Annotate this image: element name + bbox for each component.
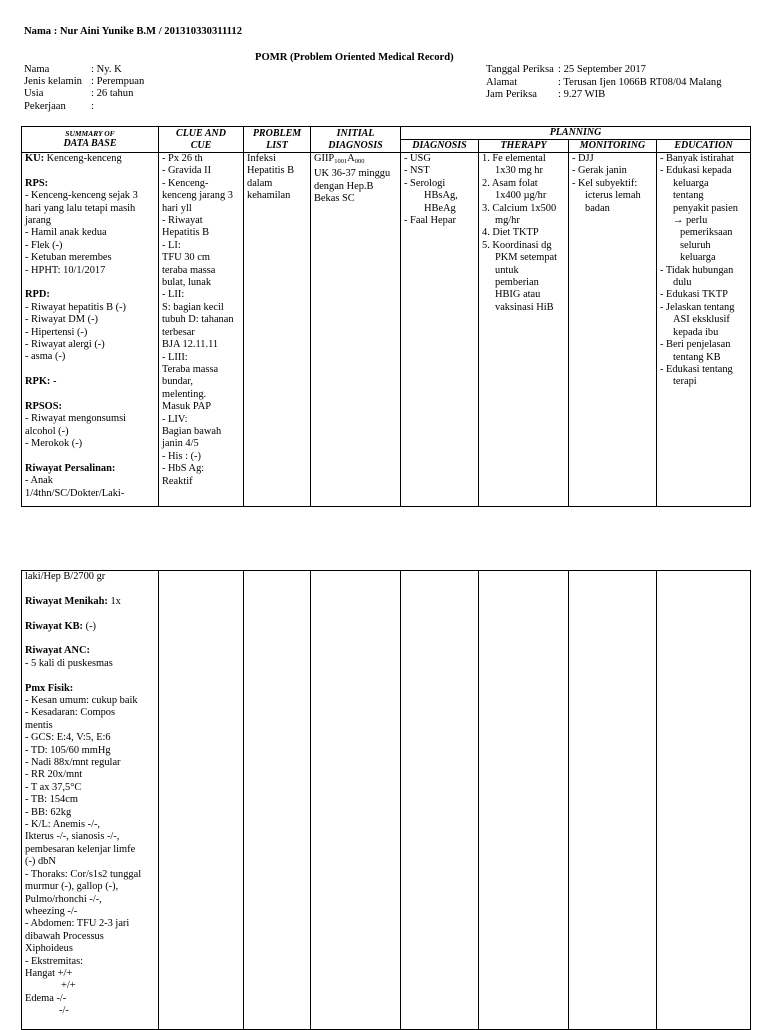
education-line: dulu <box>673 277 692 289</box>
education-line: - Edukasi TKTP <box>660 289 728 301</box>
ku-value: Kenceng-kenceng <box>44 153 122 164</box>
clue-line: teraba massa <box>162 264 216 276</box>
header-problem-list <box>244 127 311 153</box>
header-summary-database <box>22 127 159 153</box>
pekerjaan-value: : <box>91 101 94 112</box>
pmx-line: - Kesan umum: cukup baik <box>25 695 138 706</box>
diagnosis-line: HBsAg, <box>424 190 458 202</box>
menikah-value: 1x <box>107 595 121 607</box>
rps-line: - HPHT: 10/1/2017 <box>25 264 106 276</box>
header-clue-line1: CLUE AND <box>176 128 226 139</box>
pmx-line: wheezing -/- <box>25 905 78 917</box>
author-line: Nama : Nur Aini Yunike B.M / 201310330311112 <box>24 26 242 37</box>
document-title: POMR (Problem Oriented Medical Record) <box>255 52 454 63</box>
therapy-cell-page2 <box>479 571 569 1030</box>
therapy-line: 5. Koordinasi dg <box>482 239 552 251</box>
jam-value: : 9.27 WIB <box>558 89 606 100</box>
education-line: tentang KB <box>673 351 721 363</box>
problem-list-cell-page2 <box>244 571 311 1030</box>
rps-line: hari yang lalu tetapi masih <box>25 202 136 214</box>
rpd-line: - asma (-) <box>25 351 66 363</box>
rpsos-line: alcohol (-) <box>25 425 69 437</box>
diagnosis-line: - Serologi <box>404 177 446 189</box>
therapy-line: HBIG atau <box>495 289 541 301</box>
clue-line: Bagian bawah <box>162 425 222 437</box>
header-summary-top: SUMMARY OF <box>65 129 115 139</box>
pmx-line: - BB: 62kg <box>25 806 72 818</box>
education-line: keluarga <box>680 252 716 264</box>
header-therapy: THERAPY <box>479 140 569 153</box>
monitoring-line: - DJJ <box>572 153 594 164</box>
clue-line: Hepatitis B <box>162 227 210 239</box>
clue-line: tubuh D: tahanan <box>162 314 234 326</box>
pmx-line: -/- <box>59 1005 69 1017</box>
header-monitoring: MONITORING <box>569 140 657 153</box>
initial-line: Bekas SC <box>314 193 355 205</box>
kb-value: (-) <box>83 620 96 632</box>
clue-line: bundar, <box>162 376 194 388</box>
education-line: → perlu <box>673 215 708 227</box>
pomr-table-page2 <box>21 570 751 1030</box>
clue-cue-cell-page2 <box>159 571 244 1030</box>
rps-line: - Hamil anak kedua <box>25 227 107 239</box>
monitoring-line: badan <box>585 202 610 214</box>
therapy-line: 3. Calcium 1x500 <box>482 202 557 214</box>
clue-line: BJA 12.11.11 <box>162 339 219 351</box>
rps-line: - Ketuban merembes <box>25 252 112 264</box>
clue-line: Masuk PAP <box>162 401 211 413</box>
monitoring-line: - Gerak janin <box>572 165 627 177</box>
education-line: penyakit pasien <box>673 202 738 214</box>
monitoring-line: - Kel subyektif: <box>572 177 638 189</box>
pmx-line: - TB: 154cm <box>25 794 78 806</box>
pmx-line: - Nadi 88x/mnt regular <box>25 757 121 769</box>
initial-line: UK 36-37 minggu <box>314 168 391 180</box>
gp-main: GIIP <box>314 153 335 164</box>
initial-diagnosis-cell-page2 <box>311 571 401 1030</box>
education-line: - Edukasi tentang <box>660 363 733 375</box>
therapy-line: mg/hr <box>495 215 520 227</box>
clue-line: - Gravida II <box>162 165 212 177</box>
rpsos-label: RPSOS: <box>25 401 62 413</box>
education-line: terapi <box>673 376 697 388</box>
rpd-line: - Riwayat alergi (-) <box>25 339 105 351</box>
rpsos-line: - Riwayat mengonsumsi <box>25 413 127 425</box>
nama-value: : Ny. K <box>91 64 122 75</box>
clue-line: melenting. <box>162 388 207 400</box>
clue-line: - Px 26 th <box>162 153 203 164</box>
pekerjaan-label: Pekerjaan <box>24 101 66 112</box>
therapy-cell <box>479 153 569 507</box>
problem-line: Infeksi <box>247 153 276 164</box>
pmx-line: - Abdomen: TFU 2-3 jari <box>25 918 130 930</box>
header-initial-line2: DIAGNOSIS <box>328 139 383 151</box>
pmx-line: - T ax 37,5°C <box>25 781 82 793</box>
database-cell-page2 <box>22 571 159 1030</box>
rps-line: jarang <box>25 215 51 227</box>
pmx-line: (-) dbN <box>25 856 56 868</box>
anc-line: - 5 kali di puskesmas <box>25 657 113 669</box>
pmx-line: - K/L: Anemis -/-, <box>25 819 101 831</box>
education-line: keluarga <box>673 177 709 189</box>
clue-line: hari yll <box>162 202 192 214</box>
pmx-line: - Thoraks: Cor/s1s2 tunggal <box>25 868 142 880</box>
clue-cue-cell <box>159 153 244 507</box>
pmx-line: pembesaran kelenjar limfe <box>25 843 136 855</box>
diagnosis-line: - NST <box>404 165 430 177</box>
diagnosis-line: HBeAg <box>424 202 456 214</box>
initial-line: dengan Hep.B <box>314 180 374 192</box>
kb-label: Riwayat KB: <box>25 620 84 632</box>
clue-line: - HbS Ag: <box>162 463 205 475</box>
header-planning: PLANNING <box>401 127 751 140</box>
pmx-line: - Kesadaran: Compos <box>25 707 116 719</box>
therapy-line: untuk <box>495 264 519 276</box>
planning-diagnosis-cell <box>401 153 479 507</box>
rps-label: RPS: <box>25 177 49 189</box>
problem-line: dalam <box>247 177 273 189</box>
tanggal-value: : 25 September 2017 <box>558 64 646 75</box>
education-line: kepada ibu <box>673 326 719 338</box>
education-cell-page2 <box>657 571 751 1030</box>
gp-sub1: 1001 <box>334 158 348 165</box>
clue-line: bulat, lunak <box>162 277 212 289</box>
pmx-fisik-label: Pmx Fisik: <box>25 682 74 694</box>
nama-label: Nama <box>24 64 50 75</box>
therapy-line: 2. Asam folat <box>482 177 538 189</box>
clue-line: - His : (-) <box>162 450 201 462</box>
clue-line: kenceng jarang 3 <box>162 190 233 202</box>
pmx-line: - Ekstremitas: <box>25 955 84 967</box>
gp-mid: A <box>347 153 355 164</box>
alamat-value: : Terusan Ijen 1066B RT08/04 Malang <box>558 77 722 88</box>
clue-line: - Riwayat <box>162 215 203 227</box>
rpsos-line: - Merokok (-) <box>25 438 83 450</box>
persalinan-label: Riwayat Persalinan: <box>25 463 116 475</box>
jenis-kelamin-label: Jenis kelamin <box>24 76 82 87</box>
pmx-line: Hangat +/+ <box>25 967 73 979</box>
persalinan-line: laki/Hep B/2700 gr <box>25 571 106 582</box>
education-line: - Banyak istirahat <box>660 153 734 164</box>
planning-diagnosis-cell-page2 <box>401 571 479 1030</box>
pmx-line: - RR 20x/mnt <box>25 769 83 781</box>
clue-line: - LI: <box>162 239 181 251</box>
monitoring-line: icterus lemah <box>585 190 641 202</box>
rpd-line: - Riwayat DM (-) <box>25 314 99 326</box>
pmx-line: Xiphoideus <box>25 943 73 955</box>
rpd-line: - Riwayat hepatitis B (-) <box>25 301 126 313</box>
pmx-line: Pulmo/rhonchi -/-, <box>25 893 102 905</box>
therapy-line: PKM setempat <box>495 252 558 264</box>
pmx-line: murmur (-), gallop (-), <box>25 881 119 893</box>
clue-line: - Kenceng- <box>162 177 209 189</box>
header-problem-line1: PROBLEM <box>252 128 302 139</box>
jam-label: Jam Periksa <box>486 89 537 100</box>
diagnosis-line: - USG <box>404 153 431 164</box>
pmx-line: Edema -/- <box>25 992 67 1004</box>
therapy-line: pemberian <box>495 277 539 289</box>
persalinan-line: - Anak <box>25 475 53 487</box>
persalinan-line: 1/4thn/SC/Dokter/Laki- <box>25 487 125 499</box>
rpd-line: - Hipertensi (-) <box>25 326 88 338</box>
clue-line: janin 4/5 <box>162 438 199 450</box>
therapy-line: 1x30 mg hr <box>495 165 543 177</box>
header-clue-cue <box>159 127 244 153</box>
clue-line: terbesar <box>162 326 195 338</box>
header-initial-line1: INITIAL <box>336 128 375 139</box>
pmx-line: - TD: 105/60 mmHg <box>25 744 111 756</box>
monitoring-cell-page2 <box>569 571 657 1030</box>
clue-line: S: bagian kecil <box>162 301 224 313</box>
therapy-line: vaksinasi HiB <box>495 301 554 313</box>
pomr-table-page1 <box>21 126 751 507</box>
usia-label: Usia <box>24 88 44 99</box>
pmx-line: +/+ <box>61 980 76 992</box>
anc-label: Riwayat ANC: <box>25 645 90 657</box>
usia-value: : 26 tahun <box>91 88 134 99</box>
education-line: ASI eksklusif <box>673 314 730 326</box>
tanggal-label: Tanggal Periksa <box>486 64 554 75</box>
diagnosis-line: - Faal Hepar <box>404 215 456 227</box>
header-diagnosis: DIAGNOSIS <box>401 140 479 153</box>
jenis-kelamin-value: : Perempuan <box>91 76 145 87</box>
problem-list-cell <box>244 153 311 507</box>
header-education: EDUCATION <box>657 140 751 153</box>
menikah-label: Riwayat Menikah: <box>25 595 108 607</box>
education-line: seluruh <box>680 239 711 251</box>
education-line: tentang <box>673 190 704 202</box>
education-cell <box>657 153 751 507</box>
alamat-label: Alamat <box>486 77 518 88</box>
header-database: DATA BASE <box>63 138 117 150</box>
clue-line: - LIII: <box>162 351 188 363</box>
pmx-line: Ikterus -/-, sianosis -/-, <box>25 831 120 843</box>
monitoring-cell <box>569 153 657 507</box>
education-line: pemeriksaan <box>680 227 733 239</box>
education-line: - Beri penjelasan <box>660 339 731 351</box>
education-line: - Edukasi kepada <box>660 165 732 177</box>
clue-line: Reaktif <box>162 475 193 487</box>
education-line: - Jelaskan tentang <box>660 301 735 313</box>
rpd-label: RPD: <box>25 289 50 301</box>
rpk-label: RPK: - <box>25 376 57 388</box>
problem-line: kehamilan <box>247 190 291 202</box>
header-clue-line2: CUE <box>190 139 212 151</box>
education-line: - Tidak hubungan <box>660 264 734 276</box>
initial-diagnosis-cell <box>311 153 401 507</box>
therapy-line: 1. Fe elemental <box>482 153 546 164</box>
rps-line: - Flek (-) <box>25 239 63 251</box>
ku-label: KU: <box>25 153 45 164</box>
therapy-line: 1x400 µg/hr <box>495 190 547 202</box>
gp-sub2: 000 <box>354 158 365 165</box>
clue-line: Teraba massa <box>162 363 219 375</box>
pmx-line: dibawah Processus <box>25 930 104 942</box>
clue-line: TFU 30 cm <box>162 252 210 264</box>
header-initial-diagnosis <box>311 127 401 153</box>
clue-line: - LIV: <box>162 413 188 425</box>
therapy-line: 4. Diet TKTP <box>482 227 539 239</box>
rps-line: - Kenceng-kenceng sejak 3 <box>25 190 138 202</box>
problem-line: Hepatitis B <box>247 165 295 177</box>
header-problem-line2: LIST <box>266 139 288 151</box>
pmx-line: - GCS: E:4, V:5, E:6 <box>25 732 111 744</box>
database-cell-page1 <box>22 153 159 507</box>
pmx-line: mentis <box>25 719 53 731</box>
clue-line: - LII: <box>162 289 185 301</box>
gravida-para-line <box>314 153 398 168</box>
